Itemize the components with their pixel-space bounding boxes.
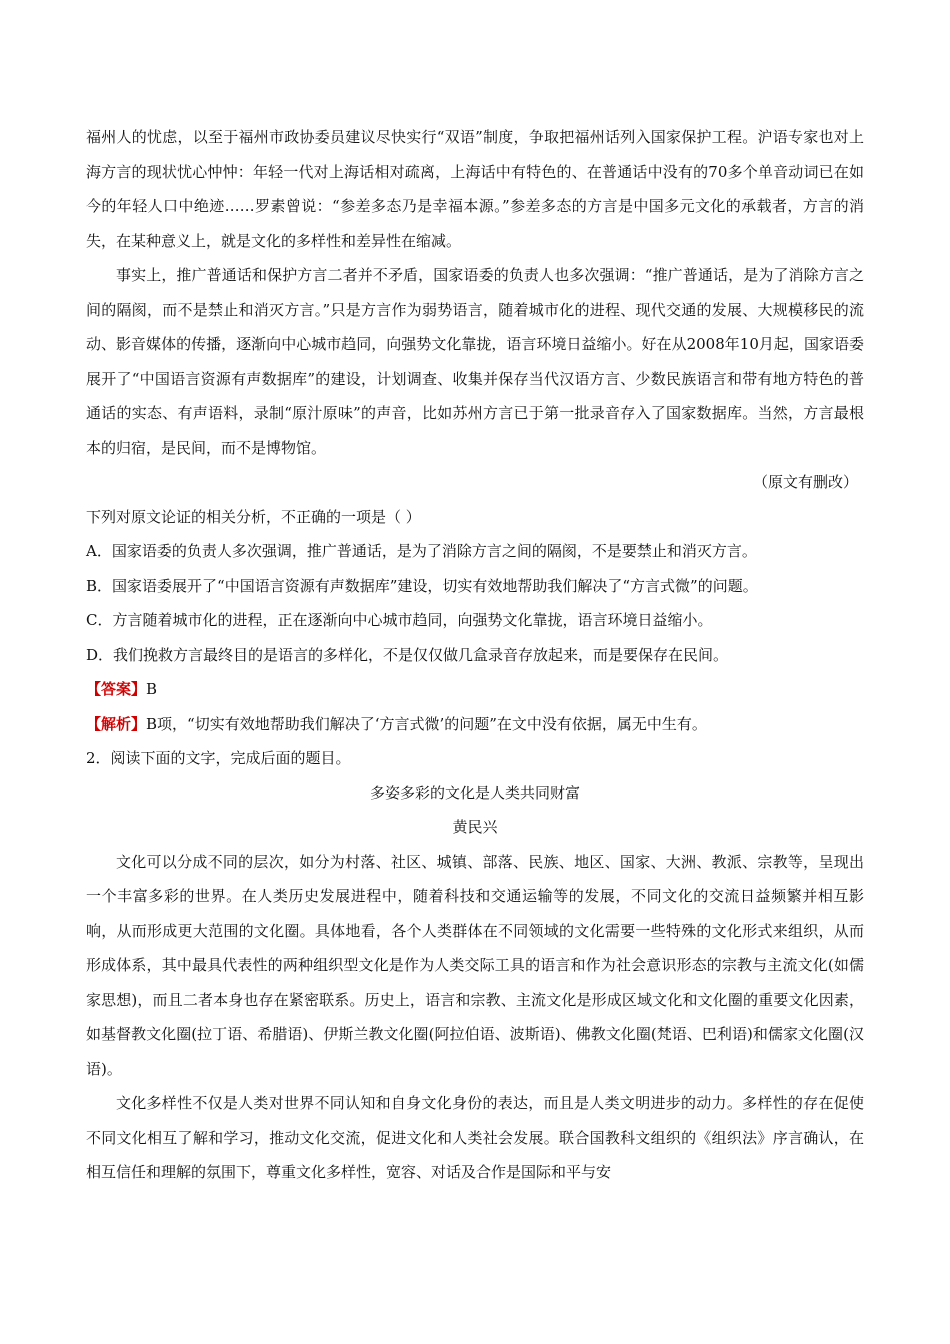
source-note: （原文有删改） xyxy=(752,473,858,491)
document-page xyxy=(86,120,864,1190)
analysis-label: 【解析】 xyxy=(86,714,147,733)
article-title: 多姿多彩的文化是人类共同财富 xyxy=(369,783,580,802)
answer-line xyxy=(86,672,864,707)
passage1-paragraph-2: 事实上，推广普通话和保护方言二者并不矛盾，国家语委的负责人也多次强调：“推广普通话，是为了消除方言之间的隔阂，而不是禁止和消灭方言。”只是方言作为弱势语言，随着城市化的进程、现代交通的发展、大规模移民的流动、影音媒体的传播，逐渐向中心城市趋同，向强势文化靠拢，语言环境日益缩小。好在从2008年10月起，国家语委展开了“中国语言资源有声数据库”的建设，计划调查、收集并保存当代汉语方言、少数民族语言和带有地方特色的普通话的实态、有声语料，录制“原汁原味”的声音，比如苏州方言已于第一批录音存入了国家数据库。当然，方言最根本的归宿，是民间，而不是博物馆。 xyxy=(86,266,864,457)
analysis-line xyxy=(86,707,864,742)
option-c: C．方言随着城市化的进程，正在逐渐向中心城市趋同，向强势文化靠拢，语言环境日益缩小。 xyxy=(86,611,713,629)
analysis-text: B项，“切实有效地帮助我们解决了‘方言式微’的问题”在文中没有依据，属无中生有。 xyxy=(146,714,707,733)
answer-label: 【答案】 xyxy=(86,680,147,698)
answer-value: B xyxy=(146,680,158,698)
option-d: D．我们挽救方言最终目的是语言的多样化，不是仅仅做几盒录音存放起来，而是要保存在民间。 xyxy=(86,645,729,664)
question2-stem: 2．阅读下面的文字，完成后面的题目。 xyxy=(86,749,351,767)
option-b: B．国家语委展开了“中国语言资源有声数据库”建设，切实有效地帮助我们解决了“方言式微”的问题。 xyxy=(86,576,758,595)
question1-stem: 下列对原文论证的相关分析，不正确的一项是（ ） xyxy=(86,507,421,526)
article-paragraph-2: 文化多样性不仅是人类对世界不同认知和自身文化身份的表达，而且是人类文明进步的动力。多样性的存在促使不同文化相互了解和学习，推动文化交流，促进文化和人类社会发展。联合国教科文组织的《组织法》序言确认，在相互信任和理解的氛围下，尊重文化多样性，宽容、对话及合作是国际和平与安 xyxy=(86,1094,864,1181)
option-a: A．国家语委的负责人多次强调，推广普通话，是为了消除方言之间的隔阂，不是要禁止和消灭方言。 xyxy=(86,542,757,560)
passage1-paragraph-1: 福州人的忧虑，以至于福州市政协委员建议尽快实行“双语”制度，争取把福州话列入国家保护工程。沪语专家也对上海方言的现状忧心忡忡：年轻一代对上海话相对疏离，上海话中有特色的、在普通话中没有的70多个单音动词已在如今的年轻人口中绝迹……罗素曾说：“参差多态乃是幸福本源。”参差多态的方言是中国多元文化的承载者，方言的消失，在某种意义上，就是文化的多样性和差异性在缩减。 xyxy=(86,128,864,250)
article-author: 黄民兴 xyxy=(452,818,498,836)
article-paragraph-1: 文化可以分成不同的层次，如分为村落、社区、城镇、部落、民族、地区、国家、大洲、教派、宗教等，呈现出一个丰富多彩的世界。在人类历史发展进程中，随着科技和交通运输等的发展，不同文化的交流日益频繁并相互影响，从而形成更大范围的文化圈。具体地看，各个人类群体在不同领域的文化需要一些特殊的文化形式来组织，从而形成体系，其中最具代表性的两种组织型文化是作为人类交际工具的语言和作为社会意识形态的宗教与主流文化(如儒家思想)，而且二者本身也存在紧密联系。历史上，语言和宗教、主流文化是形成区域文化和文化圈的重要文化因素，如基督教文化圈(拉丁语、希腊语)、伊斯兰教文化圈(阿拉伯语、波斯语)、佛教文化圈(梵语、巴利语)和儒家文化圈(汉语)。 xyxy=(86,852,864,1078)
